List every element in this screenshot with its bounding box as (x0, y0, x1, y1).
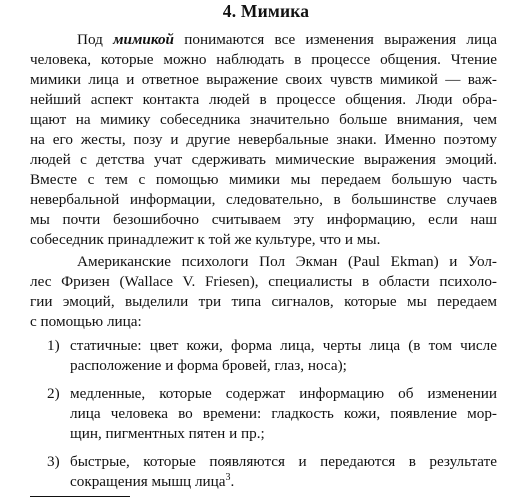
footnote-reference: 3 (225, 471, 231, 483)
paragraph-1-line-11: собеседник принадлежит к той же культуре, что и мы. (30, 231, 381, 248)
paragraph-1-line-6: на его жесты, позу и другие невербальные знаки. Именно поэтому (30, 131, 497, 148)
list-item-3-line-2 (70, 472, 497, 492)
list-number-3: 3) (47, 453, 60, 470)
footnote-separator (30, 496, 130, 497)
list-number-1: 1) (47, 337, 60, 354)
paragraph-2-line-2: лес Фризен (Wallace V. Friesen), специалисты в области психоло- (30, 273, 497, 290)
paragraph-1-line-3: мимики лица и ответное выражение своих чувств мимикой — важ- (30, 71, 497, 88)
section-title: 4. Мимика (222, 1, 310, 21)
list-item-1-line-2: расположение и форма бровей, глаз, носа); (70, 357, 347, 374)
paragraph-2-line-3: гии эмоций, выделили три типа сигналов, которые мы передаем (30, 293, 497, 310)
paragraph-1-line-7: людей с детства учат сдерживать мимические выражения эмоций. (30, 151, 497, 168)
paragraph-1-line-8: Вместе с тем с помощью мимики мы передаем большую часть (30, 171, 497, 188)
paragraph-2-line-1: Американские психологи Пол Экман (Paul Ekman) и Уол- (77, 253, 497, 270)
list-item-2-line-1: медленные, которые содержат информацию об изменении (70, 385, 497, 402)
term-emphasis: мимикой (113, 31, 175, 48)
paragraph-1-line-9: невербальной информации, следовательно, в большинстве случаев (30, 191, 497, 208)
paragraph-1-line-4: нейший аспект контакта людей в процессе общения. Люди обра- (30, 91, 497, 108)
list-item-1-line-1: статичные: цвет кожи, форма лица, черты лица (в том числе (70, 337, 497, 354)
final-period: . (230, 473, 235, 490)
text-before-emphasis: Под (77, 31, 114, 48)
paragraph-2-line-4: с помощью лица: (30, 313, 142, 330)
paragraph-1-line-1 (77, 30, 497, 50)
text-after-emphasis: понимаются все изменения выражения лица (174, 31, 497, 48)
list-item-2-line-2: лица человека во времени: гладкость кожи, появление мор- (70, 405, 497, 422)
paragraph-1-line-5: щают на мимику собеседника значительно больше внимания, чем (30, 111, 497, 128)
paragraph-1-line-10: мы почти безошибочно считываем эту информацию, если наш (30, 211, 497, 228)
list-item-2-line-3: щин, пигментных пятен и пр.; (70, 425, 265, 442)
list-number-2: 2) (47, 385, 60, 402)
list-item-3-line-1: быстрые, которые появляются и передаются в результате (70, 453, 497, 470)
paragraph-1-line-2: человека, которые можно наблюдать в процессе общения. Чтение (30, 51, 497, 68)
list-item-3-text: сокращения мышц лица (70, 473, 226, 490)
